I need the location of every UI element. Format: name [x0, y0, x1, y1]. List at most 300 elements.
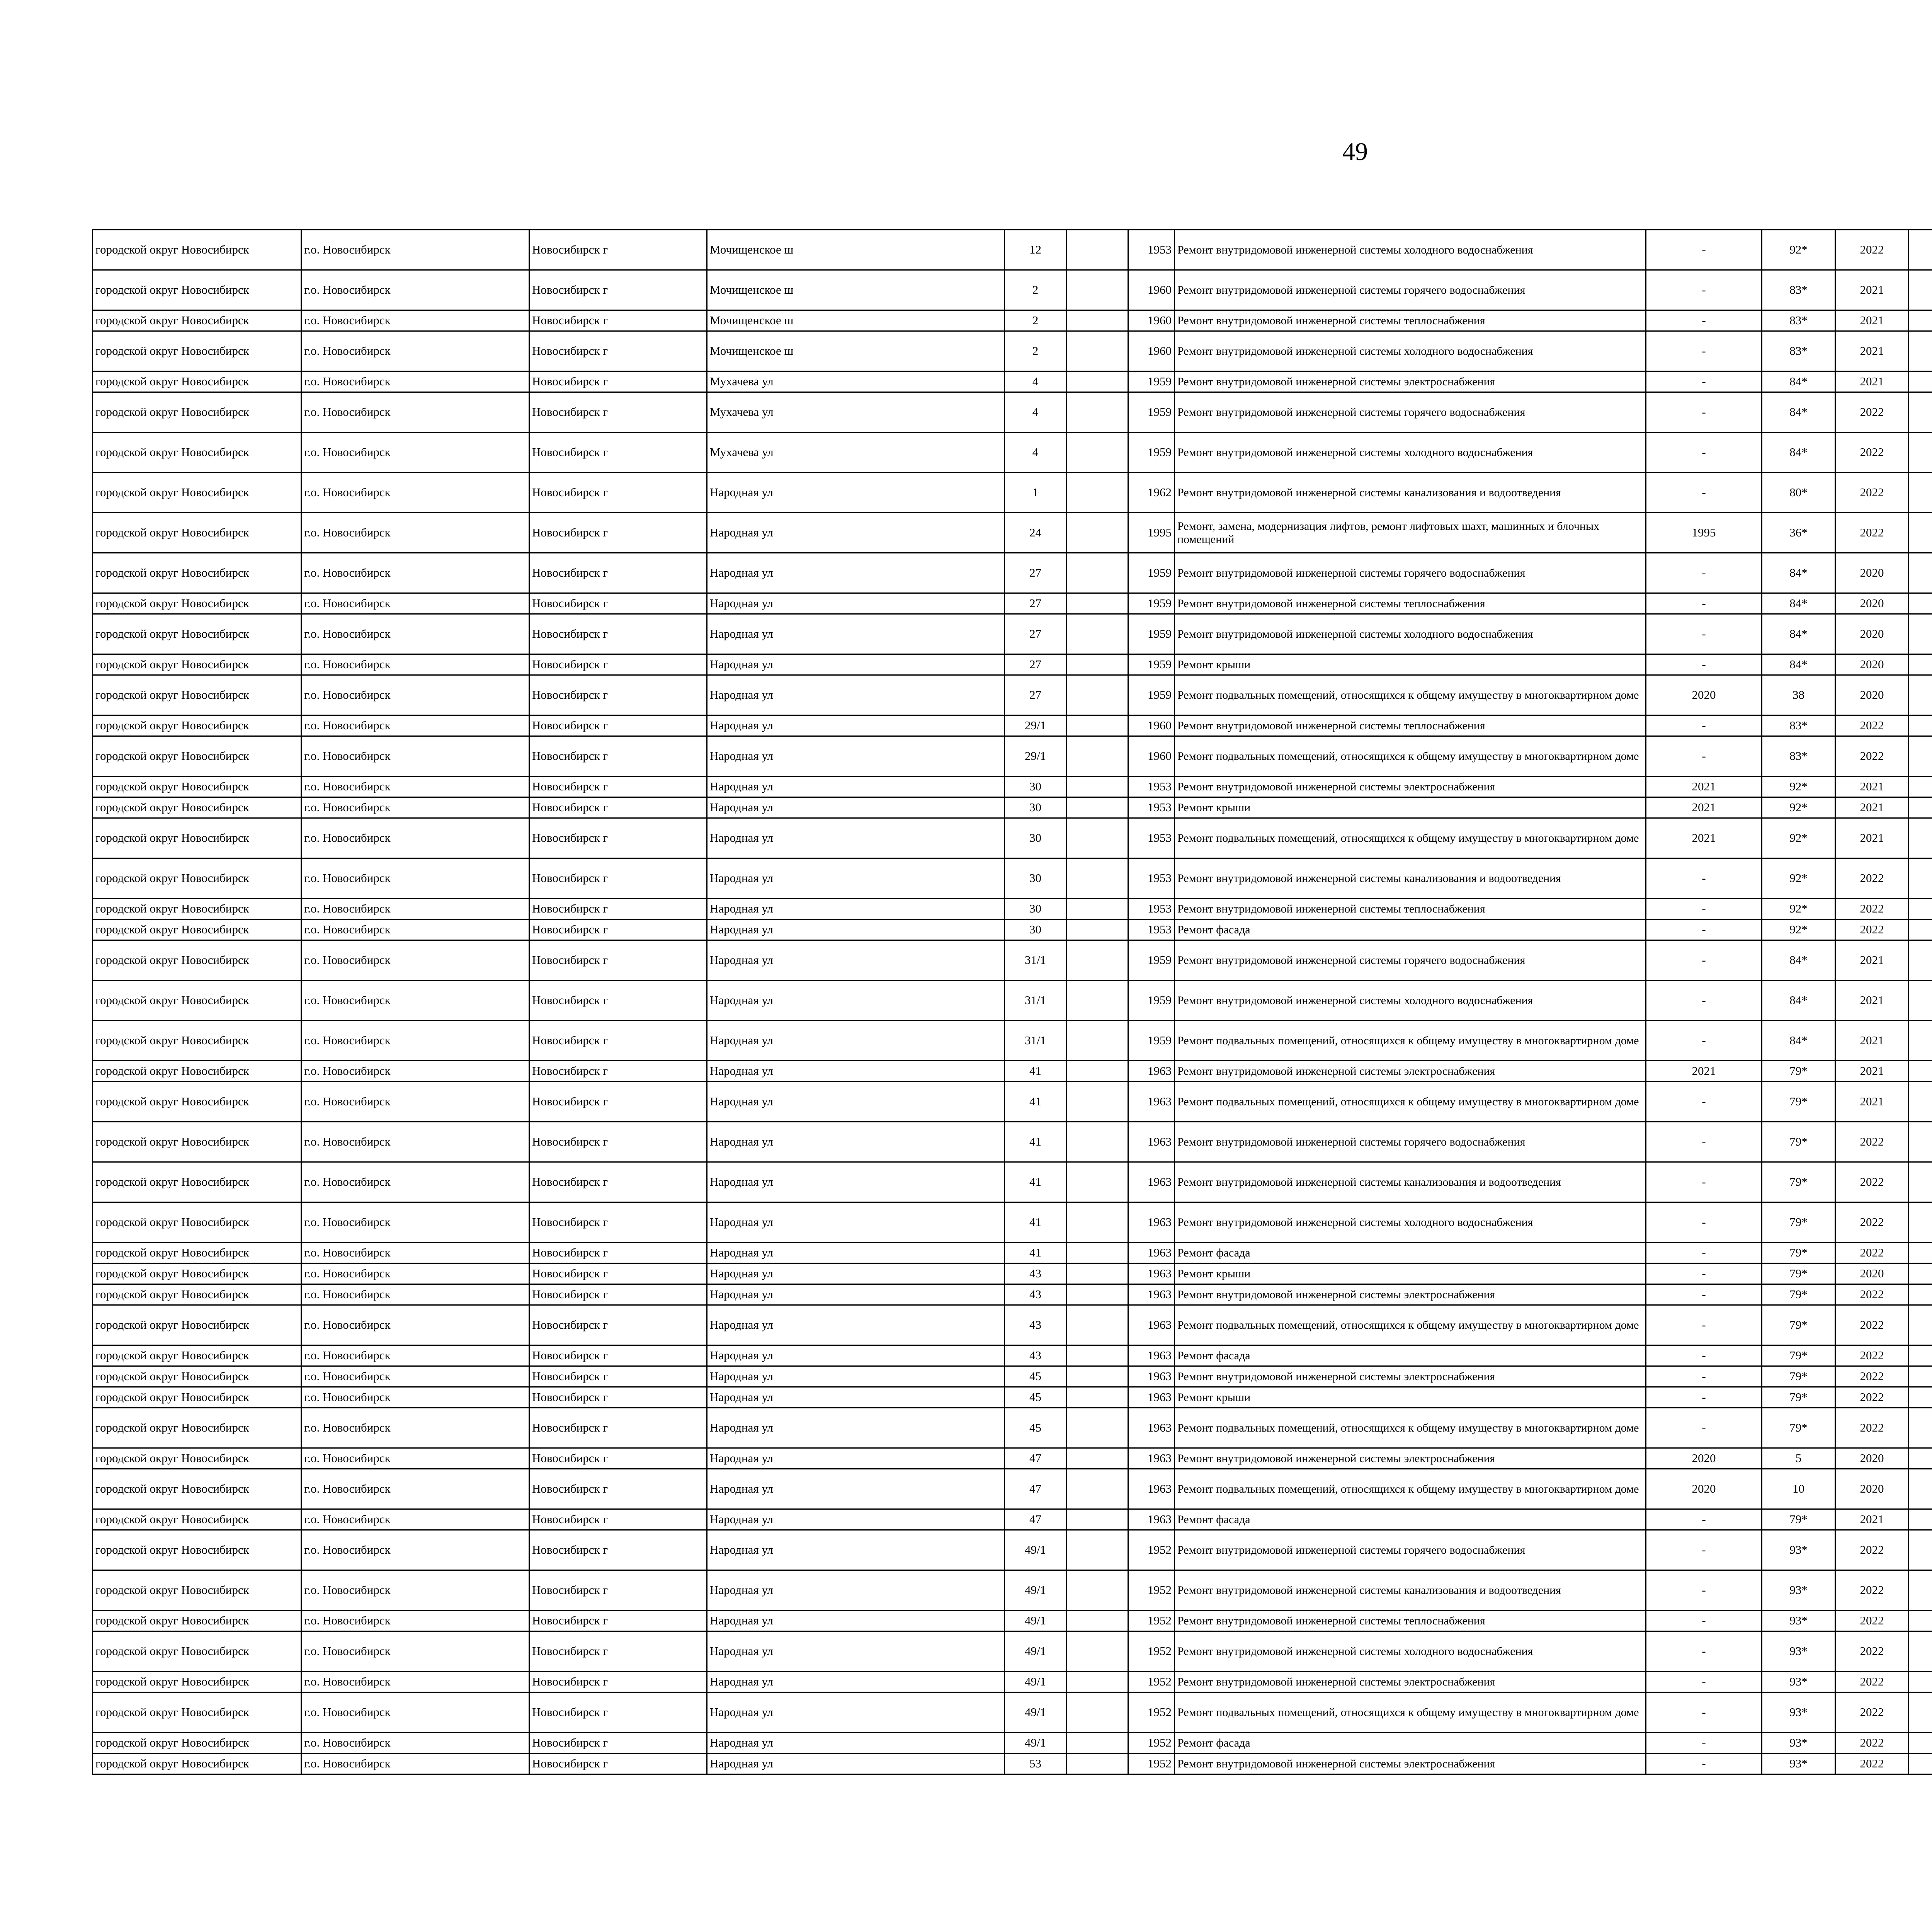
work-type-cell: Ремонт внутридомовой инженерной системы электроснабжения: [1175, 1448, 1646, 1469]
table-row: [93, 1570, 1932, 1611]
locality-cell: Новосибирск г: [529, 593, 707, 614]
work-type-cell: Ремонт крыши: [1175, 797, 1646, 818]
work-type-cell: Ремонт внутридомовой инженерной системы канализования и водоотведения: [1175, 858, 1646, 899]
settlement-cell: г.о. Новосибирск: [301, 1692, 529, 1733]
work-type-cell: Ремонт подвальных помещений, относящихся к общему имуществу в многоквартирном доме: [1175, 1408, 1646, 1448]
street-cell: Мочищенское ш: [707, 270, 1005, 310]
wear-percent-cell: 93*: [1762, 1733, 1835, 1754]
settlement-cell: г.о. Новосибирск: [301, 392, 529, 432]
year-built-cell: 1953: [1128, 776, 1175, 797]
table-row: [93, 1448, 1932, 1469]
last-repair-year-cell: -: [1646, 858, 1762, 899]
year-built-cell: 1963: [1128, 1061, 1175, 1082]
house-number-cell: 49/1: [1005, 1570, 1066, 1611]
municipality-cell: городской округ Новосибирск: [93, 1408, 301, 1448]
locality-cell: Новосибирск г: [529, 331, 707, 371]
year-built-cell: 1952: [1128, 1631, 1175, 1672]
house-number-cell: 29/1: [1005, 715, 1066, 736]
table-row: [93, 1387, 1932, 1408]
work-type-cell: Ремонт крыши: [1175, 1387, 1646, 1408]
plan-end-year-cell: [1909, 1122, 1932, 1162]
work-type-cell: Ремонт внутридомовой инженерной системы холодного водоснабжения: [1175, 614, 1646, 654]
work-type-cell: Ремонт подвальных помещений, относящихся к общему имуществу в многоквартирном доме: [1175, 1305, 1646, 1345]
plan-end-year-cell: [1909, 371, 1932, 392]
municipality-cell: городской округ Новосибирск: [93, 1284, 301, 1305]
table-row: [93, 1408, 1932, 1448]
wear-percent-cell: 79*: [1762, 1061, 1835, 1082]
plan-start-year-cell: 2022: [1835, 1754, 1909, 1774]
table-row: [93, 1469, 1932, 1509]
plan-start-year-cell: 2022: [1835, 919, 1909, 940]
plan-end-year-cell: [1909, 1448, 1932, 1469]
street-cell: Народная ул: [707, 513, 1005, 553]
settlement-cell: г.о. Новосибирск: [301, 1345, 529, 1366]
work-type-cell: Ремонт внутридомовой инженерной системы холодного водоснабжения: [1175, 1202, 1646, 1243]
last-repair-year-cell: -: [1646, 654, 1762, 675]
last-repair-year-cell: -: [1646, 1692, 1762, 1733]
plan-start-year-cell: 2022: [1835, 1672, 1909, 1692]
building-cell: [1066, 1611, 1128, 1631]
year-built-cell: 1995: [1128, 513, 1175, 553]
municipality-cell: городской округ Новосибирск: [93, 858, 301, 899]
settlement-cell: г.о. Новосибирск: [301, 797, 529, 818]
street-cell: Мухачева ул: [707, 392, 1005, 432]
building-cell: [1066, 371, 1128, 392]
plan-start-year-cell: 2022: [1835, 1611, 1909, 1631]
table-row: [93, 230, 1932, 270]
last-repair-year-cell: 2021: [1646, 797, 1762, 818]
last-repair-year-cell: -: [1646, 230, 1762, 270]
year-built-cell: 1959: [1128, 371, 1175, 392]
house-number-cell: 41: [1005, 1061, 1066, 1082]
last-repair-year-cell: -: [1646, 270, 1762, 310]
year-built-cell: 1963: [1128, 1387, 1175, 1408]
house-number-cell: 4: [1005, 392, 1066, 432]
locality-cell: Новосибирск г: [529, 736, 707, 776]
plan-start-year-cell: 2021: [1835, 270, 1909, 310]
last-repair-year-cell: -: [1646, 1305, 1762, 1345]
plan-start-year-cell: 2022: [1835, 1692, 1909, 1733]
municipality-cell: городской округ Новосибирск: [93, 1509, 301, 1530]
house-number-cell: 47: [1005, 1448, 1066, 1469]
house-number-cell: 49/1: [1005, 1692, 1066, 1733]
table-row: [93, 310, 1932, 331]
building-cell: [1066, 858, 1128, 899]
building-cell: [1066, 1754, 1128, 1774]
plan-start-year-cell: 2022: [1835, 1530, 1909, 1570]
street-cell: Народная ул: [707, 818, 1005, 858]
wear-percent-cell: 10: [1762, 1469, 1835, 1509]
plan-start-year-cell: 2022: [1835, 1243, 1909, 1263]
last-repair-year-cell: -: [1646, 432, 1762, 473]
wear-percent-cell: 92*: [1762, 818, 1835, 858]
plan-end-year-cell: [1909, 310, 1932, 331]
table-row: [93, 675, 1932, 715]
building-cell: [1066, 1408, 1128, 1448]
street-cell: Народная ул: [707, 593, 1005, 614]
municipality-cell: городской округ Новосибирск: [93, 1754, 301, 1774]
house-number-cell: 2: [1005, 331, 1066, 371]
table-row: [93, 553, 1932, 593]
house-number-cell: 43: [1005, 1284, 1066, 1305]
municipality-cell: городской округ Новосибирск: [93, 392, 301, 432]
work-type-cell: Ремонт внутридомовой инженерной системы горячего водоснабжения: [1175, 940, 1646, 981]
last-repair-year-cell: -: [1646, 1122, 1762, 1162]
building-cell: [1066, 230, 1128, 270]
table-row: [93, 919, 1932, 940]
year-built-cell: 1953: [1128, 818, 1175, 858]
street-cell: Народная ул: [707, 858, 1005, 899]
settlement-cell: г.о. Новосибирск: [301, 1243, 529, 1263]
house-number-cell: 4: [1005, 432, 1066, 473]
plan-start-year-cell: 2022: [1835, 1305, 1909, 1345]
year-built-cell: 1959: [1128, 392, 1175, 432]
last-repair-year-cell: -: [1646, 553, 1762, 593]
building-cell: [1066, 513, 1128, 553]
locality-cell: Новосибирск г: [529, 818, 707, 858]
wear-percent-cell: 84*: [1762, 371, 1835, 392]
wear-percent-cell: 84*: [1762, 981, 1835, 1021]
year-built-cell: 1953: [1128, 919, 1175, 940]
last-repair-year-cell: -: [1646, 715, 1762, 736]
locality-cell: Новосибирск г: [529, 553, 707, 593]
year-built-cell: 1959: [1128, 614, 1175, 654]
building-cell: [1066, 1672, 1128, 1692]
settlement-cell: г.о. Новосибирск: [301, 736, 529, 776]
wear-percent-cell: 84*: [1762, 654, 1835, 675]
plan-start-year-cell: 2022: [1835, 1387, 1909, 1408]
plan-start-year-cell: 2022: [1835, 1570, 1909, 1611]
locality-cell: Новосибирск г: [529, 473, 707, 513]
settlement-cell: г.о. Новосибирск: [301, 1061, 529, 1082]
year-built-cell: 1952: [1128, 1611, 1175, 1631]
work-type-cell: Ремонт подвальных помещений, относящихся к общему имуществу в многоквартирном доме: [1175, 675, 1646, 715]
municipality-cell: городской округ Новосибирск: [93, 371, 301, 392]
locality-cell: Новосибирск г: [529, 371, 707, 392]
plan-end-year-cell: [1909, 614, 1932, 654]
year-built-cell: 1963: [1128, 1345, 1175, 1366]
work-type-cell: Ремонт внутридомовой инженерной системы холодного водоснабжения: [1175, 1631, 1646, 1672]
wear-percent-cell: 93*: [1762, 1570, 1835, 1611]
settlement-cell: г.о. Новосибирск: [301, 1611, 529, 1631]
plan-end-year-cell: [1909, 593, 1932, 614]
work-type-cell: Ремонт внутридомовой инженерной системы теплоснабжения: [1175, 1611, 1646, 1631]
settlement-cell: г.о. Новосибирск: [301, 1305, 529, 1345]
locality-cell: Новосибирск г: [529, 1122, 707, 1162]
house-number-cell: 27: [1005, 614, 1066, 654]
street-cell: Народная ул: [707, 1509, 1005, 1530]
municipality-cell: городской округ Новосибирск: [93, 940, 301, 981]
street-cell: Народная ул: [707, 1530, 1005, 1570]
last-repair-year-cell: -: [1646, 736, 1762, 776]
last-repair-year-cell: -: [1646, 1202, 1762, 1243]
settlement-cell: г.о. Новосибирск: [301, 310, 529, 331]
wear-percent-cell: 93*: [1762, 1692, 1835, 1733]
year-built-cell: 1963: [1128, 1202, 1175, 1243]
year-built-cell: 1963: [1128, 1305, 1175, 1345]
building-cell: [1066, 1692, 1128, 1733]
wear-percent-cell: 79*: [1762, 1263, 1835, 1284]
table-row: [93, 715, 1932, 736]
wear-percent-cell: 79*: [1762, 1082, 1835, 1122]
wear-percent-cell: 83*: [1762, 310, 1835, 331]
locality-cell: Новосибирск г: [529, 776, 707, 797]
plan-end-year-cell: [1909, 981, 1932, 1021]
settlement-cell: г.о. Новосибирск: [301, 899, 529, 919]
house-number-cell: 41: [1005, 1162, 1066, 1202]
municipality-cell: городской округ Новосибирск: [93, 1733, 301, 1754]
house-number-cell: 45: [1005, 1387, 1066, 1408]
settlement-cell: г.о. Новосибирск: [301, 1284, 529, 1305]
house-number-cell: 49/1: [1005, 1530, 1066, 1570]
street-cell: Народная ул: [707, 1263, 1005, 1284]
municipality-cell: городской округ Новосибирск: [93, 1692, 301, 1733]
municipality-cell: городской округ Новосибирск: [93, 1672, 301, 1692]
wear-percent-cell: 93*: [1762, 1672, 1835, 1692]
work-type-cell: Ремонт внутридомовой инженерной системы теплоснабжения: [1175, 593, 1646, 614]
plan-end-year-cell: [1909, 1754, 1932, 1774]
locality-cell: Новосибирск г: [529, 1305, 707, 1345]
table-row: [93, 1631, 1932, 1672]
settlement-cell: г.о. Новосибирск: [301, 919, 529, 940]
wear-percent-cell: 92*: [1762, 899, 1835, 919]
settlement-cell: г.о. Новосибирск: [301, 553, 529, 593]
plan-start-year-cell: 2021: [1835, 1509, 1909, 1530]
plan-end-year-cell: [1909, 818, 1932, 858]
work-type-cell: Ремонт внутридомовой инженерной системы горячего водоснабжения: [1175, 392, 1646, 432]
last-repair-year-cell: -: [1646, 1408, 1762, 1448]
building-cell: [1066, 553, 1128, 593]
table-row: [93, 473, 1932, 513]
municipality-cell: городской округ Новосибирск: [93, 473, 301, 513]
street-cell: Народная ул: [707, 1061, 1005, 1082]
building-cell: [1066, 1202, 1128, 1243]
street-cell: Народная ул: [707, 1408, 1005, 1448]
work-type-cell: Ремонт внутридомовой инженерной системы электроснабжения: [1175, 1284, 1646, 1305]
settlement-cell: г.о. Новосибирск: [301, 1366, 529, 1387]
wear-percent-cell: 84*: [1762, 432, 1835, 473]
plan-start-year-cell: 2022: [1835, 432, 1909, 473]
municipality-cell: городской округ Новосибирск: [93, 310, 301, 331]
building-cell: [1066, 940, 1128, 981]
table-row: [93, 899, 1932, 919]
street-cell: Народная ул: [707, 940, 1005, 981]
work-type-cell: Ремонт внутридомовой инженерной системы холодного водоснабжения: [1175, 230, 1646, 270]
municipality-cell: городской округ Новосибирск: [93, 230, 301, 270]
year-built-cell: 1952: [1128, 1692, 1175, 1733]
year-built-cell: 1963: [1128, 1082, 1175, 1122]
plan-end-year-cell: [1909, 1021, 1932, 1061]
locality-cell: Новосибирск г: [529, 899, 707, 919]
work-type-cell: Ремонт фасада: [1175, 919, 1646, 940]
plan-start-year-cell: 2020: [1835, 654, 1909, 675]
last-repair-year-cell: 2021: [1646, 818, 1762, 858]
wear-percent-cell: 92*: [1762, 797, 1835, 818]
year-built-cell: 1952: [1128, 1530, 1175, 1570]
wear-percent-cell: 83*: [1762, 331, 1835, 371]
plan-end-year-cell: [1909, 1243, 1932, 1263]
street-cell: Народная ул: [707, 776, 1005, 797]
street-cell: Народная ул: [707, 553, 1005, 593]
locality-cell: Новосибирск г: [529, 1509, 707, 1530]
work-type-cell: Ремонт крыши: [1175, 1263, 1646, 1284]
year-built-cell: 1959: [1128, 940, 1175, 981]
year-built-cell: 1963: [1128, 1469, 1175, 1509]
locality-cell: Новосибирск г: [529, 1284, 707, 1305]
locality-cell: Новосибирск г: [529, 614, 707, 654]
year-built-cell: 1953: [1128, 230, 1175, 270]
plan-end-year-cell: [1909, 1366, 1932, 1387]
locality-cell: Новосибирск г: [529, 654, 707, 675]
last-repair-year-cell: -: [1646, 1162, 1762, 1202]
municipality-cell: городской округ Новосибирск: [93, 1448, 301, 1469]
plan-end-year-cell: [1909, 331, 1932, 371]
municipality-cell: городской округ Новосибирск: [93, 776, 301, 797]
settlement-cell: г.о. Новосибирск: [301, 1754, 529, 1774]
house-number-cell: 27: [1005, 553, 1066, 593]
table-row: [93, 1243, 1932, 1263]
year-built-cell: 1952: [1128, 1733, 1175, 1754]
table-row: [93, 940, 1932, 981]
building-cell: [1066, 675, 1128, 715]
plan-end-year-cell: [1909, 1345, 1932, 1366]
plan-start-year-cell: 2022: [1835, 473, 1909, 513]
work-type-cell: Ремонт подвальных помещений, относящихся к общему имуществу в многоквартирном доме: [1175, 1692, 1646, 1733]
plan-end-year-cell: [1909, 1509, 1932, 1530]
register-body: [93, 230, 1932, 1774]
municipality-cell: городской округ Новосибирск: [93, 614, 301, 654]
plan-end-year-cell: [1909, 797, 1932, 818]
settlement-cell: г.о. Новосибирск: [301, 818, 529, 858]
settlement-cell: г.о. Новосибирск: [301, 1387, 529, 1408]
last-repair-year-cell: -: [1646, 1530, 1762, 1570]
last-repair-year-cell: 2021: [1646, 776, 1762, 797]
street-cell: Мухачева ул: [707, 371, 1005, 392]
plan-start-year-cell: 2021: [1835, 371, 1909, 392]
year-built-cell: 1952: [1128, 1570, 1175, 1611]
last-repair-year-cell: -: [1646, 981, 1762, 1021]
building-cell: [1066, 392, 1128, 432]
house-number-cell: 53: [1005, 1754, 1066, 1774]
last-repair-year-cell: -: [1646, 1509, 1762, 1530]
settlement-cell: г.о. Новосибирск: [301, 331, 529, 371]
locality-cell: Новосибирск г: [529, 1692, 707, 1733]
work-type-cell: Ремонт внутридомовой инженерной системы канализования и водоотведения: [1175, 1162, 1646, 1202]
wear-percent-cell: 79*: [1762, 1202, 1835, 1243]
work-type-cell: Ремонт фасада: [1175, 1243, 1646, 1263]
building-cell: [1066, 1082, 1128, 1122]
wear-percent-cell: 93*: [1762, 1631, 1835, 1672]
wear-percent-cell: 79*: [1762, 1509, 1835, 1530]
locality-cell: Новосибирск г: [529, 392, 707, 432]
house-number-cell: 24: [1005, 513, 1066, 553]
house-number-cell: 49/1: [1005, 1631, 1066, 1672]
building-cell: [1066, 715, 1128, 736]
wear-percent-cell: 92*: [1762, 919, 1835, 940]
street-cell: Народная ул: [707, 1570, 1005, 1611]
building-cell: [1066, 1366, 1128, 1387]
municipality-cell: городской округ Новосибирск: [93, 331, 301, 371]
year-built-cell: 1952: [1128, 1754, 1175, 1774]
settlement-cell: г.о. Новосибирск: [301, 715, 529, 736]
settlement-cell: г.о. Новосибирск: [301, 1408, 529, 1448]
year-built-cell: 1959: [1128, 553, 1175, 593]
year-built-cell: 1953: [1128, 899, 1175, 919]
table-row: [93, 1122, 1932, 1162]
year-built-cell: 1959: [1128, 1021, 1175, 1061]
last-repair-year-cell: -: [1646, 1611, 1762, 1631]
plan-start-year-cell: 2022: [1835, 858, 1909, 899]
house-number-cell: 27: [1005, 654, 1066, 675]
table-row: [93, 1509, 1932, 1530]
table-row: [93, 654, 1932, 675]
building-cell: [1066, 1243, 1128, 1263]
house-number-cell: 47: [1005, 1469, 1066, 1509]
locality-cell: Новосибирск г: [529, 1345, 707, 1366]
year-built-cell: 1952: [1128, 1672, 1175, 1692]
table-row: [93, 1366, 1932, 1387]
last-repair-year-cell: -: [1646, 392, 1762, 432]
table-row: [93, 371, 1932, 392]
wear-percent-cell: 83*: [1762, 715, 1835, 736]
municipality-cell: городской округ Новосибирск: [93, 1570, 301, 1611]
wear-percent-cell: 79*: [1762, 1345, 1835, 1366]
plan-start-year-cell: 2020: [1835, 1448, 1909, 1469]
repair-register-table: [92, 229, 1932, 1775]
year-built-cell: 1960: [1128, 331, 1175, 371]
locality-cell: Новосибирск г: [529, 919, 707, 940]
building-cell: [1066, 1162, 1128, 1202]
street-cell: Народная ул: [707, 1611, 1005, 1631]
street-cell: Народная ул: [707, 1387, 1005, 1408]
plan-start-year-cell: 2022: [1835, 715, 1909, 736]
plan-start-year-cell: 2022: [1835, 899, 1909, 919]
house-number-cell: 49/1: [1005, 1672, 1066, 1692]
plan-end-year-cell: [1909, 940, 1932, 981]
last-repair-year-cell: -: [1646, 1263, 1762, 1284]
wear-percent-cell: 38: [1762, 675, 1835, 715]
locality-cell: Новосибирск г: [529, 1082, 707, 1122]
settlement-cell: г.о. Новосибирск: [301, 981, 529, 1021]
plan-end-year-cell: [1909, 1202, 1932, 1243]
building-cell: [1066, 818, 1128, 858]
locality-cell: Новосибирск г: [529, 1448, 707, 1469]
last-repair-year-cell: -: [1646, 310, 1762, 331]
settlement-cell: г.о. Новосибирск: [301, 1509, 529, 1530]
wear-percent-cell: 92*: [1762, 776, 1835, 797]
house-number-cell: 43: [1005, 1345, 1066, 1366]
settlement-cell: г.о. Новосибирск: [301, 1162, 529, 1202]
plan-end-year-cell: [1909, 1692, 1932, 1733]
settlement-cell: г.о. Новосибирск: [301, 675, 529, 715]
plan-start-year-cell: 2022: [1835, 230, 1909, 270]
house-number-cell: 12: [1005, 230, 1066, 270]
last-repair-year-cell: 2020: [1646, 1448, 1762, 1469]
work-type-cell: Ремонт фасада: [1175, 1345, 1646, 1366]
work-type-cell: Ремонт внутридомовой инженерной системы теплоснабжения: [1175, 715, 1646, 736]
locality-cell: Новосибирск г: [529, 940, 707, 981]
plan-start-year-cell: 2021: [1835, 331, 1909, 371]
house-number-cell: 31/1: [1005, 940, 1066, 981]
house-number-cell: 47: [1005, 1509, 1066, 1530]
plan-start-year-cell: 2021: [1835, 940, 1909, 981]
locality-cell: Новосибирск г: [529, 1263, 707, 1284]
table-row: [93, 1345, 1932, 1366]
work-type-cell: Ремонт внутридомовой инженерной системы электроснабжения: [1175, 1754, 1646, 1774]
house-number-cell: 2: [1005, 270, 1066, 310]
street-cell: Мочищенское ш: [707, 310, 1005, 331]
work-type-cell: Ремонт внутридомовой инженерной системы электроснабжения: [1175, 1672, 1646, 1692]
